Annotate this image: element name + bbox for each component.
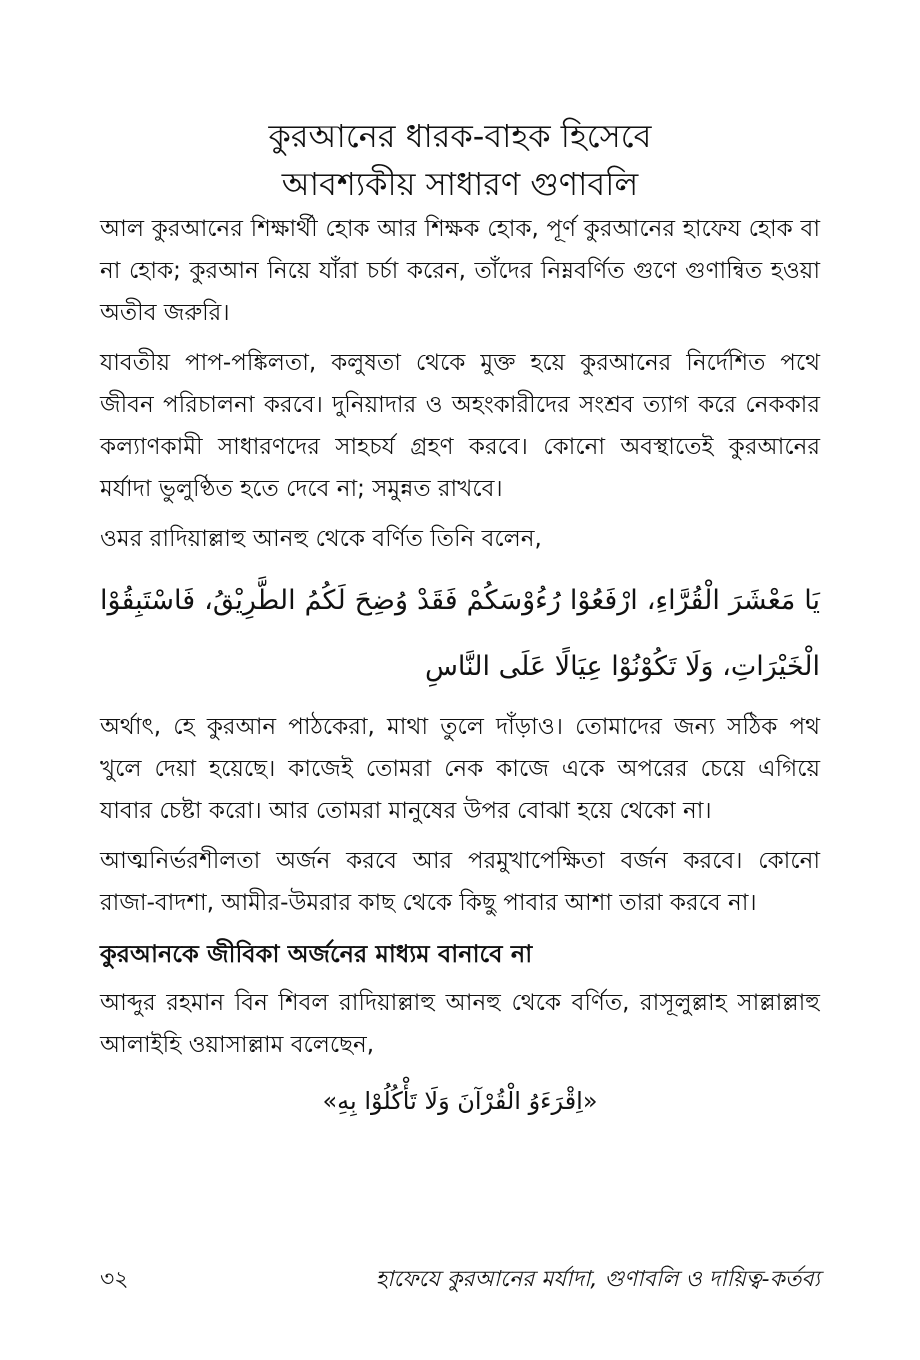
- translation-paragraph: অর্থাৎ, হে কুরআন পাঠকেরা, মাথা তুলে দাঁড়াও। তোমাদের জন্য সঠিক পথ খুলে দেয়া হয়েছে। কাজেই তোমরা নেক কাজে একে অপরের চেয়ে এগিয়ে যাবার চেষ্টা করো। আর তোমরা মানুষের উপর বোঝা হয়ে থেকো না।: [100, 714, 820, 824]
- page-body: [100, 112, 820, 1128]
- self-reliance-paragraph: আত্মনির্ভরশীলতা অর্জন করবে আর পরমুখাপেক্ষিতা বর্জন করবে। কোনো রাজা-বাদশা, আমীর-উমরার কাছ থেকে কিছু পাবার আশা তারা করবে না।: [100, 848, 820, 916]
- page-footer: [100, 1262, 820, 1299]
- page-number: ৩২: [100, 1267, 129, 1292]
- purity-paragraph: যাবতীয় পাপ-পঙ্কিলতা, কলুষতা থেকে মুক্ত হয়ে কুরআনের নির্দেশিত পথে জীবন পরিচালনা করবে। দুনিয়াদার ও অহংকারীদের সংশ্রব ত্যাগ করে নেককার কল্যাণকামী সাধারণদের সাহচর্য গ্রহণ করবে। কোনো অবস্থাতেই কুরআনের মর্যাদা ভুলুণ্ঠিত হতে দেবে না; সমুন্নত রাখবে।: [100, 350, 820, 502]
- intro-paragraph: আল কুরআনের শিক্ষার্থী হোক আর শিক্ষক হোক, পূর্ণ কুরআনের হাফেয হোক বা না হোক; কুরআন নিয়ে যাঁরা চর্চা করেন, তাঁদের নিম্নবর্ণিত গুণে গুণান্বিত হওয়া অতীব জরুরি।: [100, 216, 820, 326]
- arabic-hadith: «اِقْرَءَوُ الْقُرْآنَ وَلَا تَأْكُلُوْا بِهِ»: [322, 1087, 598, 1115]
- hadith-intro-paragraph: আব্দুর রহমান বিন শিবল রাদিয়াল্লাহু আনহু থেকে বর্ণিত, রাসূলুল্লাহ সাল্লাল্লাহু আলাইহি ওয়াসাল্লাম বলেছেন,: [100, 990, 820, 1058]
- running-title: হাফেযে কুরআনের মর্যাদা, গুণাবলি ও দায়িত্ব-কর্তব্য: [375, 1267, 820, 1292]
- title-line-1: কুরআনের ধারক-বাহক হিসেবে: [268, 117, 652, 155]
- title-line-2: আবশ্যকীয় সাধারণ গুণাবলি: [281, 165, 639, 203]
- arabic-quote-umar: يَا مَعْشَرَ الْقُرَّاءِ، ارْفَعُوْا رُءُوْسَكُمْ فَقَدْ وُضِحَ لَكُمُ الطَّرِيْقُ، فَاسْتَبِقُوْا الْخَيْرَاتِ، وَلَا تَكُوْنُوْا عِيَالًا عَلَى النَّاسِ: [100, 585, 820, 682]
- umar-narration-intro: ওমর রাদিয়াল্লাহু আনহু থেকে বর্ণিত তিনি বলেন,: [100, 526, 542, 552]
- page-title: [100, 112, 820, 208]
- section-heading: কুরআনকে জীবিকা অর্জনের মাধ্যম বানাবে না: [100, 940, 533, 968]
